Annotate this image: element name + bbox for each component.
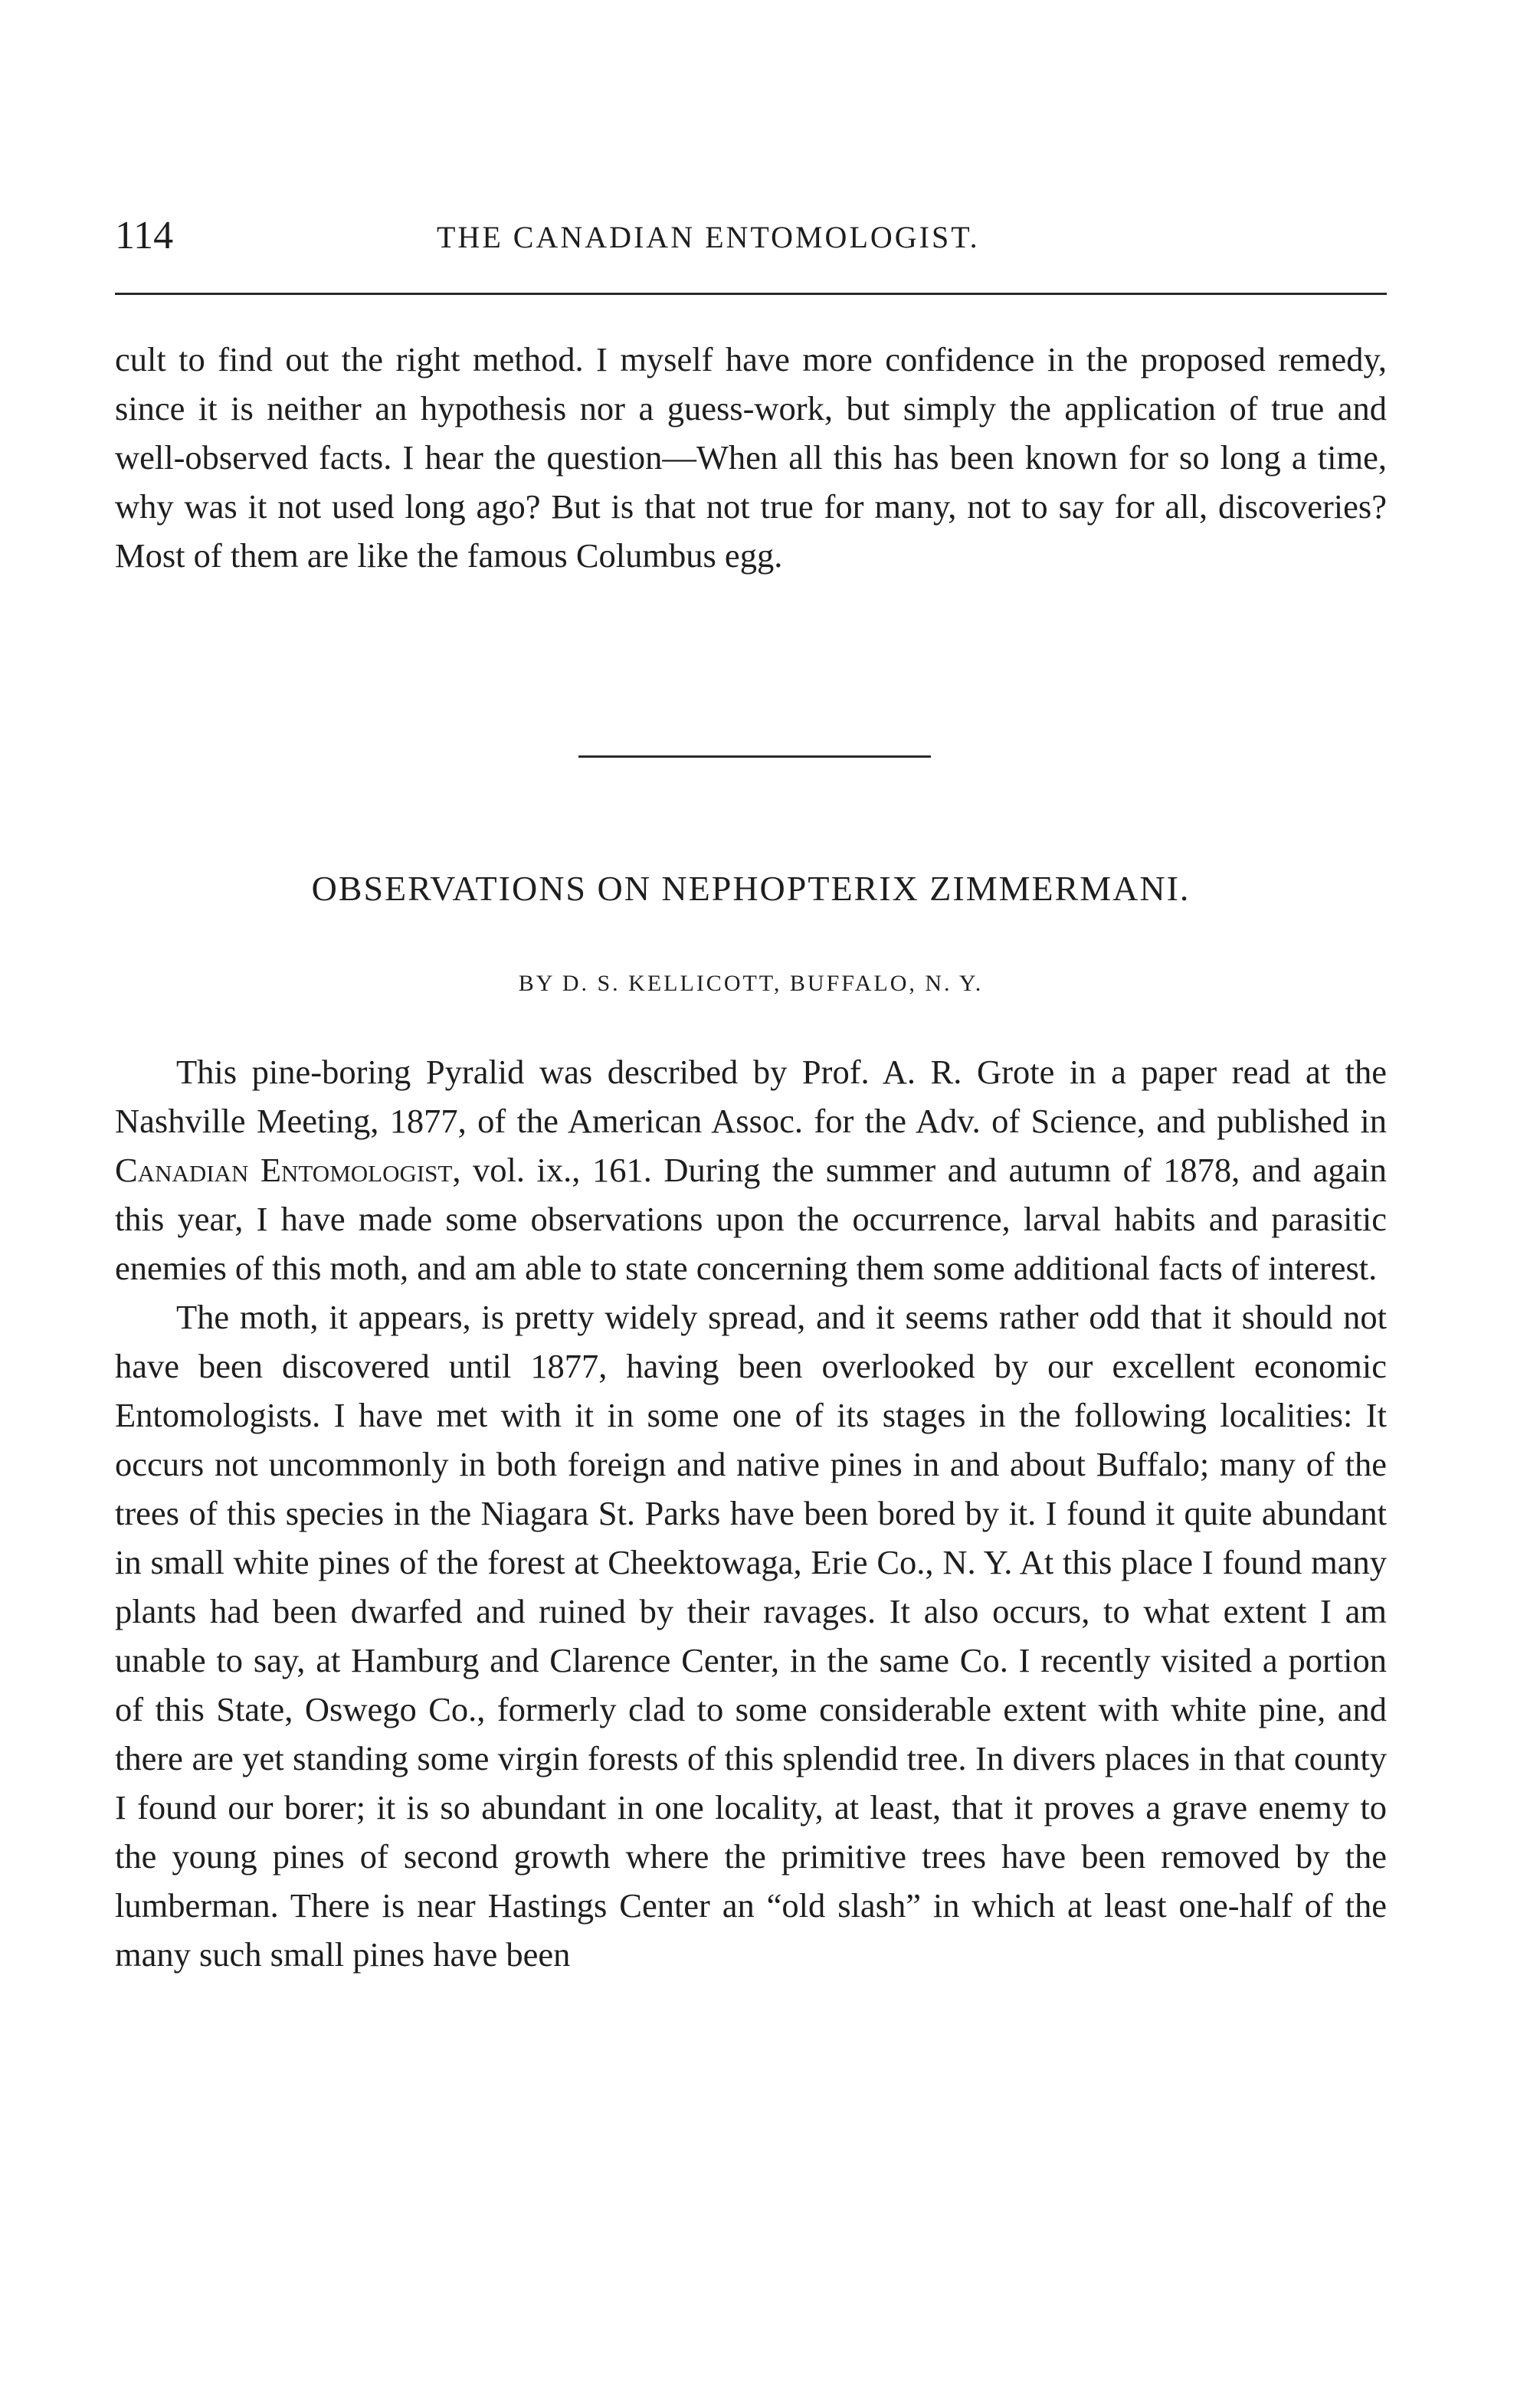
article-title: OBSERVATIONS ON NEPHOPTERIX ZIMMERMANI. [311,869,1191,908]
article-paragraph-1 [115,1047,1387,1292]
running-title: THE CANADIAN ENTOMOLOGIST. [437,220,980,254]
page-number: 114 [115,214,174,257]
continued-text [115,335,1387,580]
section-divider [578,755,931,758]
paragraph-1-text-a: This pine-boring Pyralid was described by Prof. A. R. Grote in a paper read at the Nashville Meeting, 1877, of the American Assoc. for the Adv. of Science, and published in [115,1053,1387,1140]
journal-name: Canadian Entomologist [115,1151,453,1189]
header-rule [115,293,1387,295]
paragraph-1-text-b: , vol. ix., 161. During the summer and autumn of 1878, and again this year, I have made some observations upon the occurrence, larval habits and parasitic enemies of this moth, and am able to state concerning them some additional facts of interest. [115,1151,1387,1287]
continued-paragraph: cult to find out the right method. I myself have more confidence in the proposed remedy, since it is neither an hypothesis nor a guess-work, but simply the application of true and well-observed facts. I hear the question—When all this has been known for so long a time, why was it not used long ago? But is that not true for many, not to say for all, discoveries? Most of them are like the famous Columbus egg. [115,340,1387,575]
article-byline: BY D. S. KELLICOTT, BUFFALO, N. Y. [518,971,984,996]
page-header [115,213,1402,259]
article-body [115,1047,1387,1979]
article-paragraph-2: The moth, it appears, is pretty widely spread, and it seems rather odd that it should not have been discovered until 1877, having been overlooked by our excellent economic Entomologists. I have met with it in some one of its stages in the following localities: It occurs not uncommonly in both foreign and native pines in and about Buffalo; many of the trees of this species in the Niagara St. Parks have been bored by it. I found it quite abundant in small white pines of the forest at Cheektowaga, Erie Co., N. Y. At this place I found many plants had been dwarfed and ruined by their ravages. It also occurs, to what extent I am unable to say, at Hamburg and Clarence Center, in the same Co. I recently visited a portion of this State, Oswego Co., formerly clad to some considerable extent with white pine, and there are yet standing some virgin forests of this splendid tree. In divers places in that county I found our borer; it is so abundant in one locality, at least, that it proves a grave enemy to the young pines of second growth where the primitive trees have been removed by the lumberman. There is near Hastings Center an “old slash” in which at least one-half of the many such small pines have been [115,1298,1387,1974]
